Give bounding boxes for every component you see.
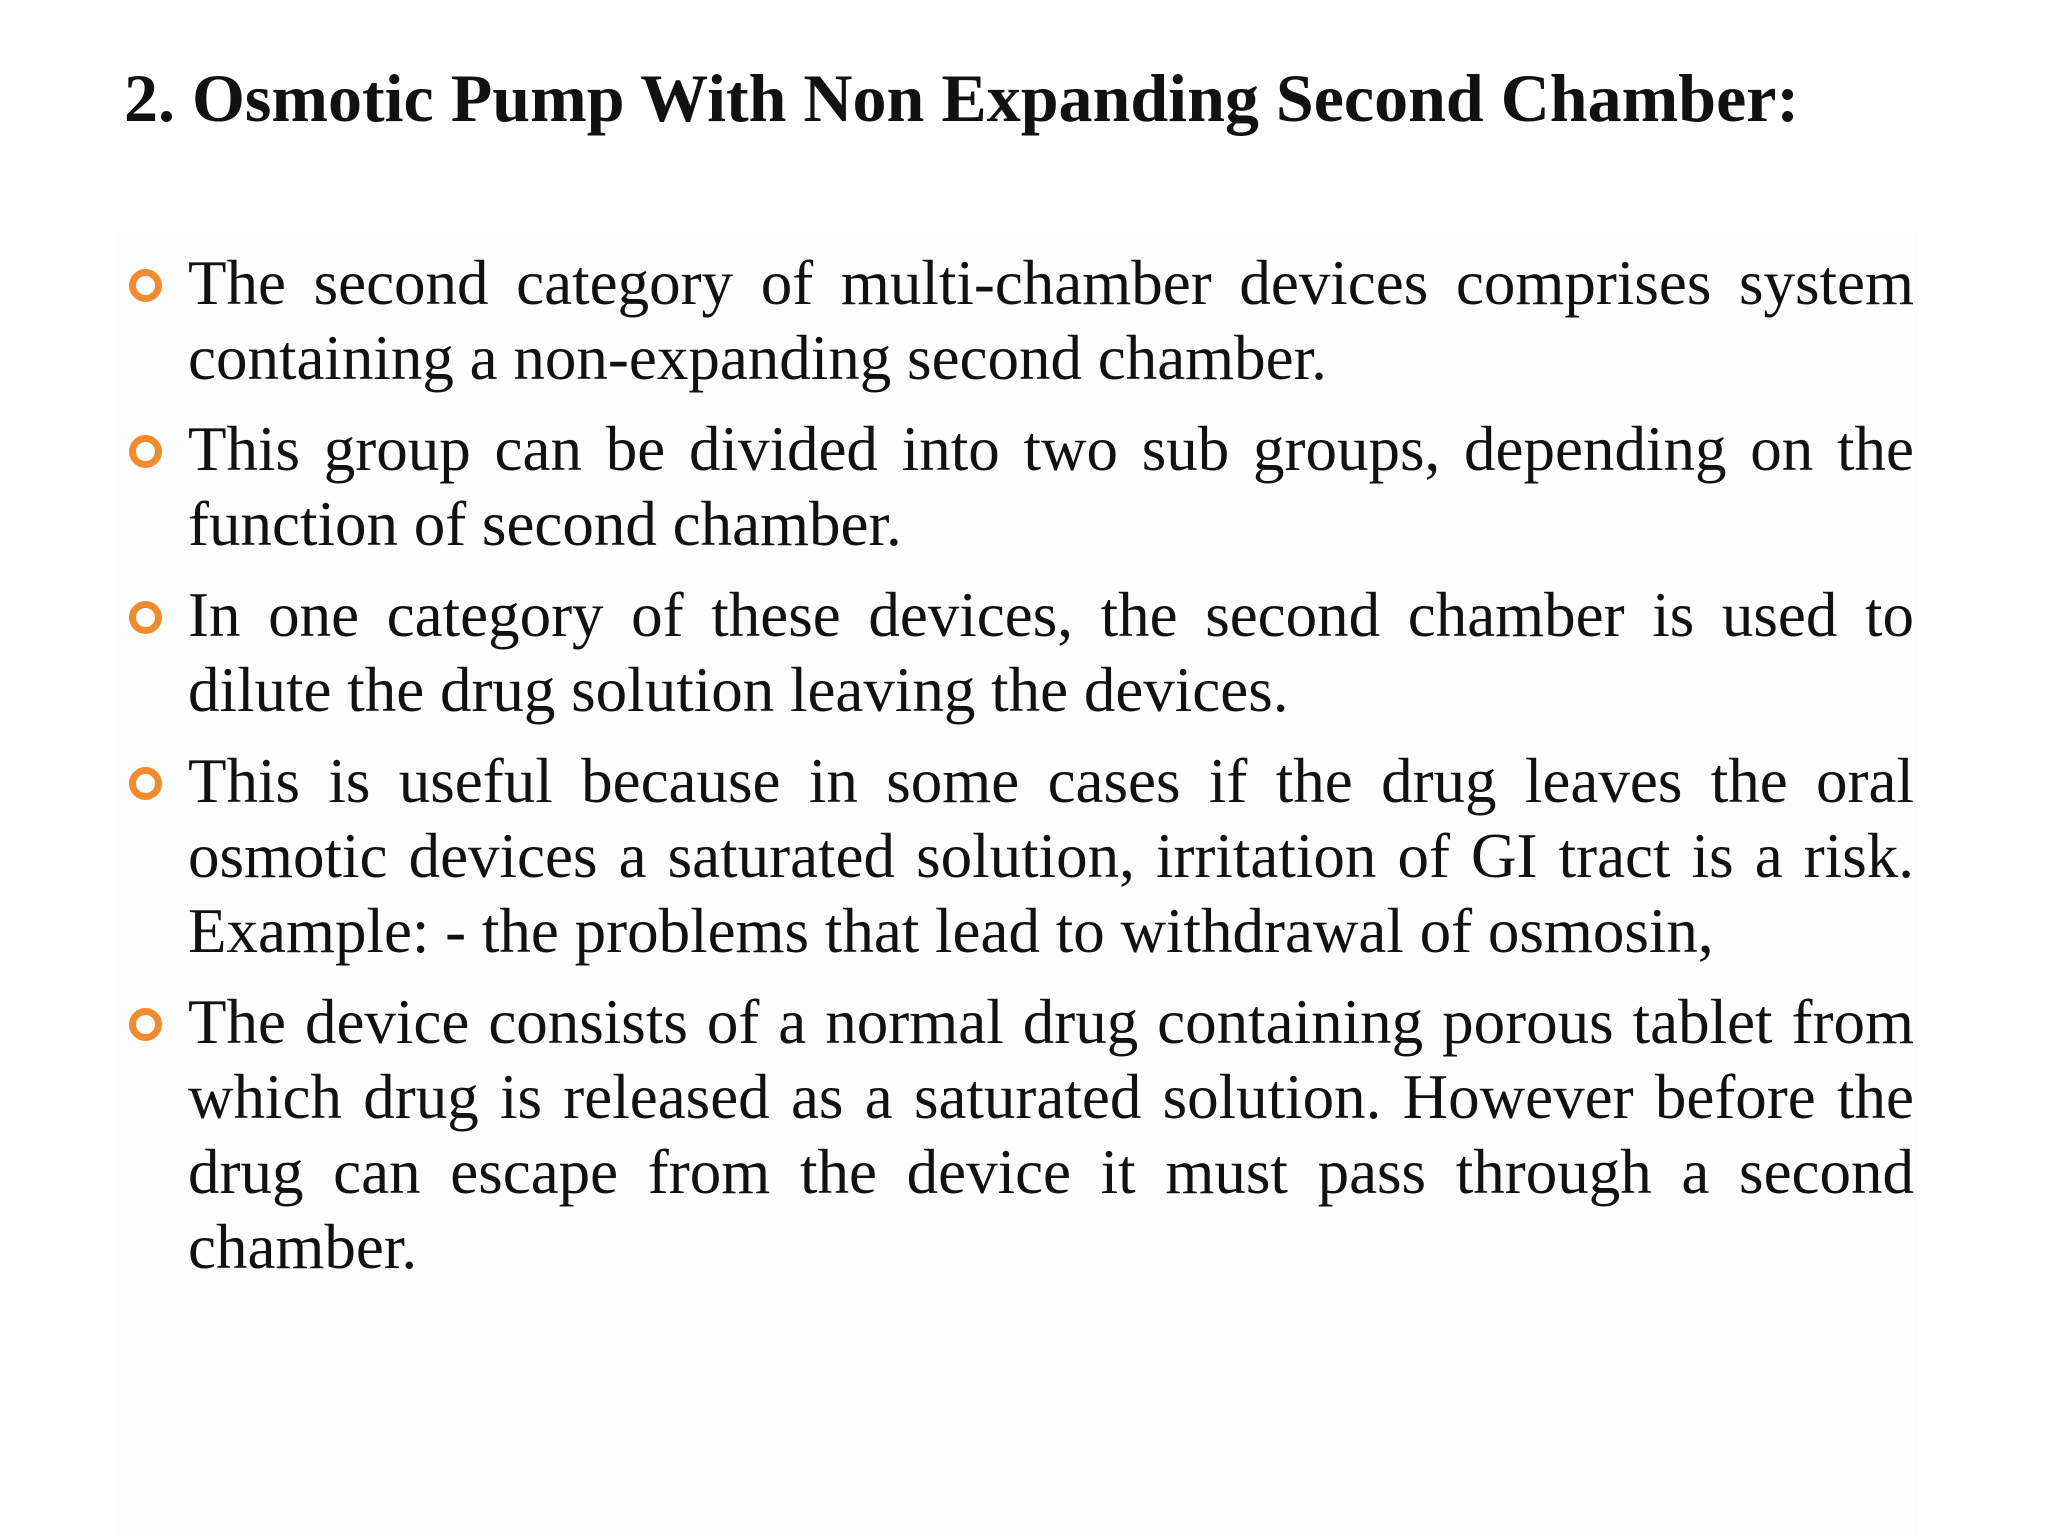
- orange-ring-icon: [129, 767, 162, 800]
- bullet-item: [124, 578, 1914, 728]
- bullet-item: [124, 985, 1914, 1285]
- bullet-item: [124, 744, 1914, 969]
- bullet-text: In one category of these devices, the second chamber is used to dilute the drug solution leaving the devices.: [188, 580, 1914, 725]
- bullet-item: [124, 412, 1914, 562]
- slide-title: 2. Osmotic Pump With Non Expanding Second Chamber:: [124, 60, 1800, 136]
- bullet-text: This group can be divided into two sub groups, depending on the function of second chamber.: [188, 414, 1914, 559]
- bullet-item: [124, 246, 1914, 396]
- bullet-list: [124, 246, 1914, 1301]
- orange-ring-icon: [129, 435, 162, 468]
- bullet-text: The second category of multi-chamber devices comprises system containing a non-expanding second chamber.: [188, 248, 1914, 393]
- bullet-text: The device consists of a normal drug containing porous tablet from which drug is released as a saturated solution. However before the drug can escape from the device it must pass through a second chamber.: [188, 987, 1914, 1282]
- orange-ring-icon: [129, 1008, 162, 1041]
- orange-ring-icon: [129, 601, 162, 634]
- bullet-text: This is useful because in some cases if the drug leaves the oral osmotic devices a saturated solution, irritation of GI tract is a risk. Example: - the problems that lead to withdrawal of osmosin,: [188, 746, 1914, 966]
- orange-ring-icon: [129, 269, 162, 302]
